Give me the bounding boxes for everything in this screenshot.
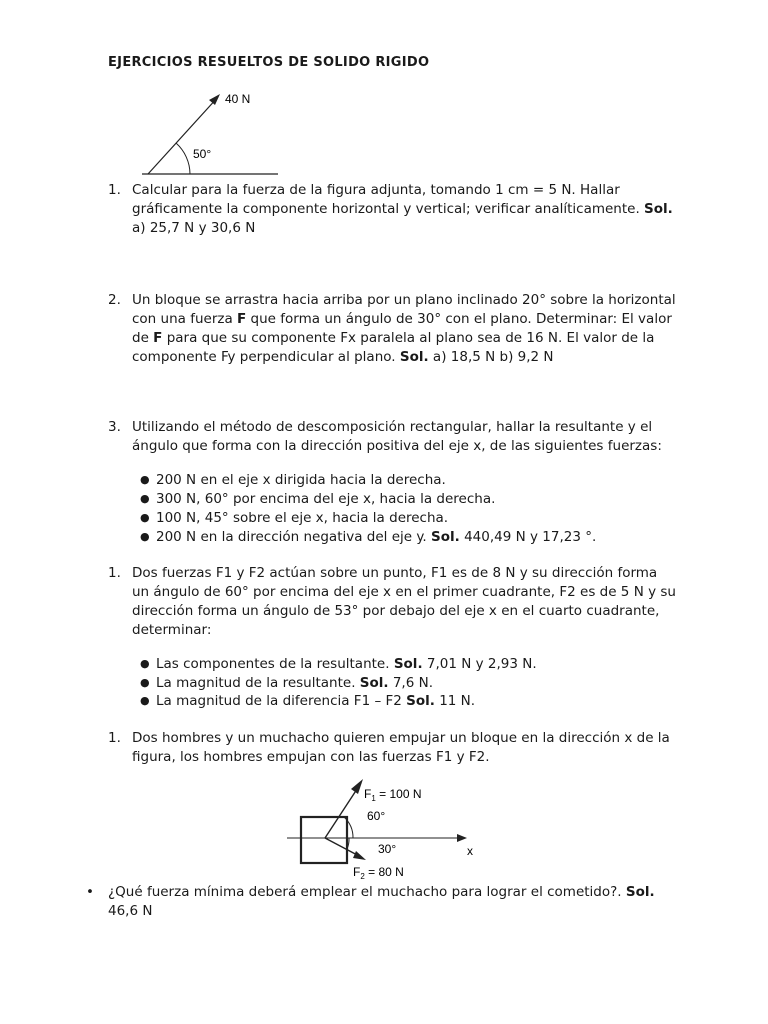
exercise-text: Utilizando el método de descomposición rectangular, hallar la resultante y el (132, 419, 653, 435)
force-label: 40 N (225, 92, 251, 106)
solution-label: Sol. (393, 656, 423, 672)
solution-label: Sol. (644, 201, 673, 217)
solution-label: Sol. (431, 529, 460, 545)
item-number: 1. (108, 182, 121, 198)
list-item: La magnitud de la diferencia F1 – F2 Sol. 11 N. (156, 693, 476, 709)
angle-60-label: 60° (367, 809, 386, 823)
exercise-text: de F para que su componente Fx paralela al plano sea de 16 N. El valor de la (132, 330, 655, 346)
f1-arrow-icon (351, 779, 363, 794)
list-item: 100 N, 45° sobre el eje x, hacia la derecha. (156, 510, 449, 526)
bullet-icon: ● (140, 676, 150, 689)
bullet-icon: ● (140, 657, 150, 670)
solution-label: Sol. (359, 675, 389, 691)
f2-arrow-icon (353, 851, 366, 860)
item-number: 2. (108, 292, 121, 308)
bullet-icon: ● (140, 492, 150, 505)
solution-label: Sol. (406, 693, 435, 709)
exercise-text: Dos fuerzas F1 y F2 actúan sobre un punto, F1 es de 8 N y su dirección forma (132, 565, 658, 581)
list-item: La magnitud de la resultante. Sol. 7,6 N. (156, 675, 433, 691)
item-number: 1. (108, 730, 121, 746)
f1-label: $F_1 = 100$ N (364, 787, 422, 803)
list-item: 200 N en la dirección negativa del eje y. Sol. 440,49 N y 17,23 °. (156, 529, 597, 545)
exercise-answer: a) 25,7 N y 30,6 N (132, 220, 256, 236)
exercise-text: determinar: (132, 622, 212, 638)
solution-label: Sol. (399, 349, 429, 365)
item-number: 3. (108, 419, 121, 435)
exercise-text: dirección forma un ángulo de 53° por debajo del eje x en el cuarto cuadrante, (132, 603, 660, 619)
force-diagram-2 (285, 775, 485, 881)
force-vector (148, 97, 218, 174)
exercise-text: figura, los hombres empujan con las fuerzas F1 y F2. (132, 749, 490, 765)
exercise-text: Calcular para la fuerza de la figura adjunta, tomando 1 cm = 5 N. Hallar (132, 182, 620, 198)
list-item: 200 N en el eje x dirigida hacia la derecha. (156, 472, 446, 488)
block (301, 817, 347, 863)
f2-label: $F_2 = 80$ N (353, 865, 404, 881)
axis-x-label: x (467, 844, 473, 858)
question-text: ¿Qué fuerza mínima deberá emplear el muchacho para lograr el cometido?. Sol. (108, 884, 655, 900)
list-item: 300 N, 60° por encima del eje x, hacia la derecha. (156, 491, 496, 507)
exercise-text: con una fuerza F que forma un ángulo de 30° con el plano. Determinar: El valor (132, 311, 672, 327)
page-title: EJERCICIOS RESUELTOS DE SOLIDO RIGIDO (108, 55, 430, 70)
exercise-text: ángulo que forma con la dirección positiva del eje x, de las siguientes fuerzas: (132, 438, 662, 454)
bullet-icon: ● (140, 530, 150, 543)
bullet-icon: ● (140, 694, 150, 707)
angle-arc (176, 143, 190, 174)
exercise-text: gráficamente la componente horizontal y vertical; verificar analíticamente. Sol. (132, 201, 673, 217)
item-number: 1. (108, 565, 121, 581)
angle-label: 50° (193, 147, 212, 161)
exercise-text: componente Fy perpendicular al plano. Sol. a) 18,5 N b) 9,2 N (132, 349, 554, 365)
force-diagram-1 (140, 85, 290, 180)
bullet-icon: ● (140, 473, 150, 486)
list-item: Las componentes de la resultante. Sol. 7,01 N y 2,93 N. (156, 656, 537, 672)
angle-30-label: 30° (378, 842, 397, 856)
exercise-text: Un bloque se arrastra hacia arriba por un plano inclinado 20° sobre la horizontal (132, 292, 676, 308)
arrow-head-icon (209, 94, 220, 105)
bullet-icon: ● (140, 511, 150, 524)
question-answer: 46,6 N (108, 903, 153, 919)
exercise-text: Dos hombres y un muchacho quieren empujar un bloque en la dirección x de la (132, 730, 670, 746)
solution-label: Sol. (625, 884, 655, 900)
axis-arrow-icon (457, 834, 467, 842)
exercise-text: un ángulo de 60° por encima del eje x en el primer cuadrante, F2 es de 5 N y su (132, 584, 676, 600)
bullet-icon: • (86, 884, 94, 900)
angle-arc-60 (344, 817, 353, 838)
